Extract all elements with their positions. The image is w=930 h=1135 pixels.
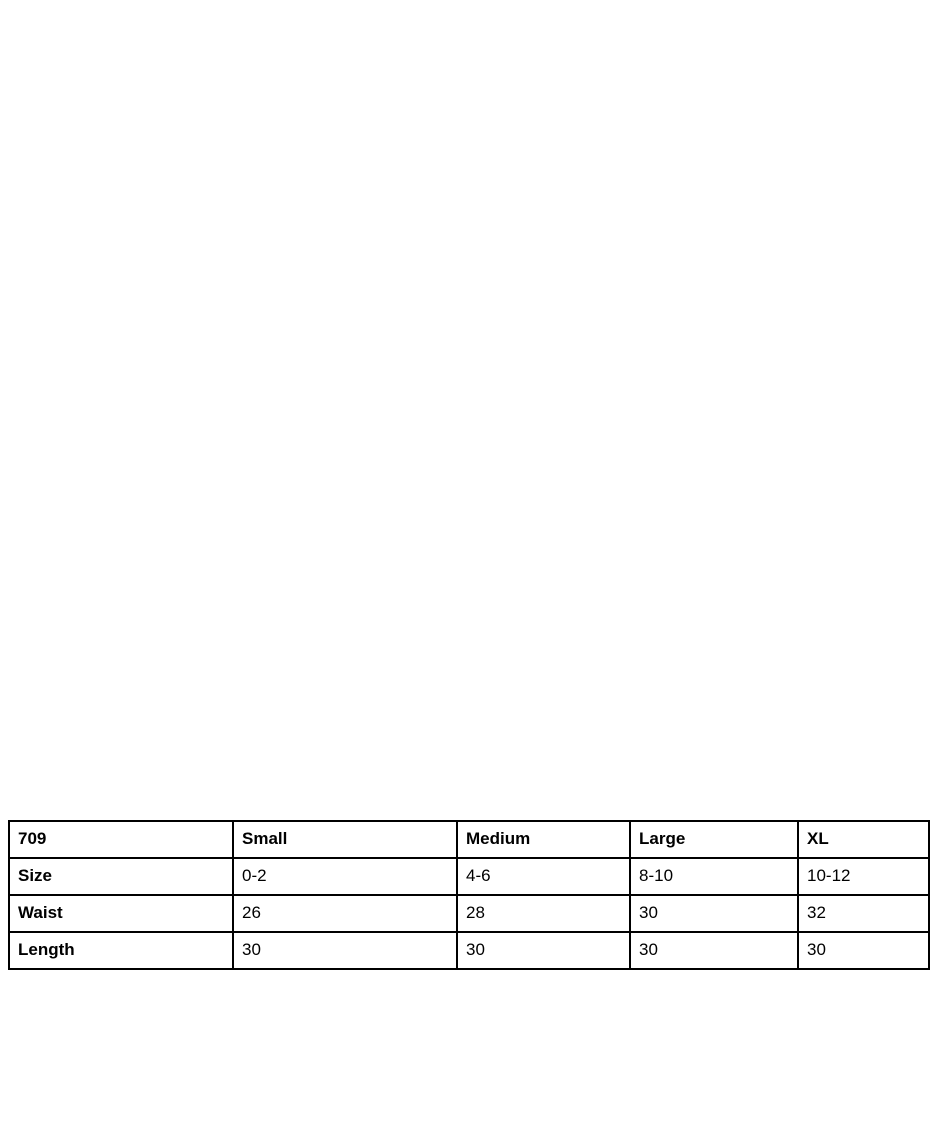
row-label-size: Size (9, 858, 233, 895)
cell-length-xl: 30 (798, 932, 929, 969)
cell-size-small: 0-2 (233, 858, 457, 895)
header-medium: Medium (457, 821, 630, 858)
cell-size-xl: 10-12 (798, 858, 929, 895)
header-small: Small (233, 821, 457, 858)
size-chart-container (8, 820, 851, 970)
size-chart-table (8, 820, 930, 970)
table-row (9, 895, 929, 932)
table-header-row (9, 821, 929, 858)
cell-length-medium: 30 (457, 932, 630, 969)
cell-size-medium: 4-6 (457, 858, 630, 895)
row-label-length: Length (9, 932, 233, 969)
header-style-number: 709 (9, 821, 233, 858)
table-row (9, 858, 929, 895)
cell-waist-small: 26 (233, 895, 457, 932)
header-large: Large (630, 821, 798, 858)
cell-waist-medium: 28 (457, 895, 630, 932)
cell-waist-large: 30 (630, 895, 798, 932)
cell-waist-xl: 32 (798, 895, 929, 932)
cell-length-large: 30 (630, 932, 798, 969)
row-label-waist: Waist (9, 895, 233, 932)
cell-length-small: 30 (233, 932, 457, 969)
header-xl: XL (798, 821, 929, 858)
cell-size-large: 8-10 (630, 858, 798, 895)
table-row (9, 932, 929, 969)
